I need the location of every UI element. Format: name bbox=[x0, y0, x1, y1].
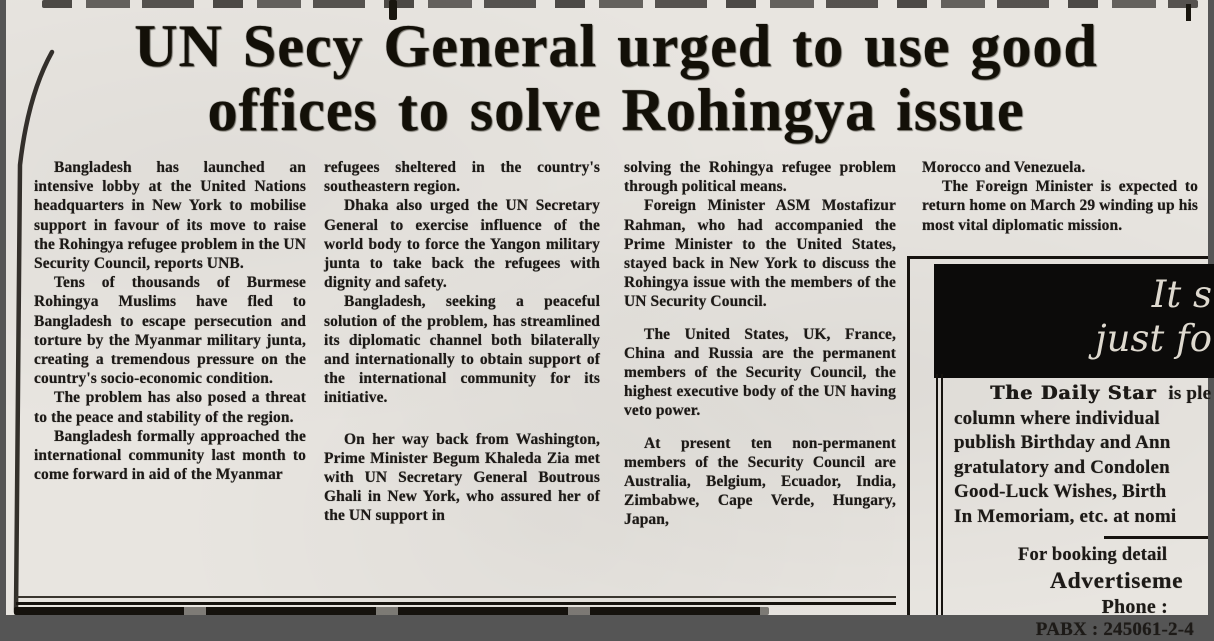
article-column-2 bbox=[324, 158, 600, 599]
ad-booking-line: For booking detail bbox=[1018, 545, 1168, 565]
article-column-1 bbox=[34, 158, 306, 599]
ad-text-line: publish Birthday and Ann bbox=[954, 432, 1171, 453]
headline-line-1: UN Secy General urged to use good bbox=[134, 13, 1098, 79]
headline-line-2: offices to solve Rohingya issue bbox=[207, 77, 1025, 143]
column-bottom-rule bbox=[16, 596, 896, 605]
article-paragraph: refugees sheltered in the country's southeastern region. bbox=[324, 159, 600, 196]
article-headline bbox=[56, 14, 1176, 142]
newspaper-clipping bbox=[6, 0, 1212, 640]
article-paragraph: The Foreign Minister is expected to return home on March 29 winding up his most vital diplomatic mission. bbox=[922, 178, 1198, 234]
article-paragraph: On her way back from Washington, Prime Minister Begum Khaleda Zia met with UN Secretary General Boutrous Ghali in New York, who assured her of the UN support in bbox=[324, 430, 600, 525]
ad-pabx-line: PABX : 245061-2-4 bbox=[1035, 618, 1194, 640]
article-paragraph: solving the Rohingya refugee problem through political means. bbox=[624, 159, 896, 196]
ad-text-line: gratulatory and Condolen bbox=[954, 456, 1170, 478]
ad-lead-rest: is ple bbox=[1168, 383, 1212, 404]
article-paragraph: Bangladesh formally approached the international community last month to come forward in aid of the Myanmar bbox=[34, 427, 306, 484]
ad-advertisement-word: Advertiseme bbox=[1050, 567, 1184, 594]
clipped-print-strip bbox=[42, 0, 1198, 8]
ad-divider-rule bbox=[1104, 536, 1208, 539]
clipped-print-fragment bbox=[1186, 4, 1191, 21]
article-paragraph: At present ten non-permanent members of the Security Council are Australia, Belgium, Ecuador, India, Zimbabwe, Cape Verde, Hungary, Japan, bbox=[624, 434, 896, 529]
ad-lead-line bbox=[954, 381, 1212, 407]
daily-star-masthead: The Daily Star bbox=[990, 382, 1157, 404]
article-paragraph: Bangladesh, seeking a peaceful solution of the problem, has streamlined its diplomatic channel both bilaterally and internationally to obtain support of the international community for its initiative. bbox=[324, 293, 600, 407]
ad-text-line: Good-Luck Wishes, Birth bbox=[954, 481, 1167, 502]
article-paragraph: The problem has also posed a threat to the peace and stability of the region. bbox=[34, 389, 306, 426]
ad-phone-label: Phone : bbox=[1101, 595, 1168, 618]
article-paragraph: Morocco and Venezuela. bbox=[922, 159, 1086, 176]
advertisement-body bbox=[936, 374, 1212, 640]
article-paragraph: Foreign Minister ASM Mostafizur Rahman, who had accompanied the Prime Minister to the United States, stayed back in New York to discuss the Rohingya issue with the members of the UN Security Council. bbox=[624, 197, 896, 311]
ad-banner-line-1: It s bbox=[1151, 273, 1212, 316]
advertisement-banner bbox=[934, 264, 1214, 378]
ad-text-line: In Memoriam, etc. at nomi bbox=[954, 505, 1177, 527]
ad-text-line: column where individual bbox=[954, 407, 1160, 429]
article-paragraph: Bangladesh has launched an intensive lobby at the United Nations headquarters in New York to mobilise support in favour of its move to raise the Rohingya refugee problem in the UN Security Council, reports UNB. bbox=[34, 159, 306, 273]
article-paragraph: The United States, UK, France, China and Russia are the permanent members of the Security Council, the highest executive body of the UN having veto power. bbox=[624, 325, 896, 420]
article-column-3 bbox=[624, 158, 896, 599]
ad-banner-line-2: just fo bbox=[1095, 317, 1212, 360]
clipped-next-item-band bbox=[14, 607, 769, 615]
article-paragraph: Tens of thousands of Burmese Rohingya Muslims have fled to Bangladesh to escape persecution and torture by the Myanmar military junta, creating a tremendous pressure on the country's socio-economic condition. bbox=[34, 274, 306, 388]
article-paragraph: Dhaka also urged the UN Secretary General to exercise influence of the world body to force the Yangon military junta to take back the refugees with dignity and safety. bbox=[324, 197, 600, 292]
